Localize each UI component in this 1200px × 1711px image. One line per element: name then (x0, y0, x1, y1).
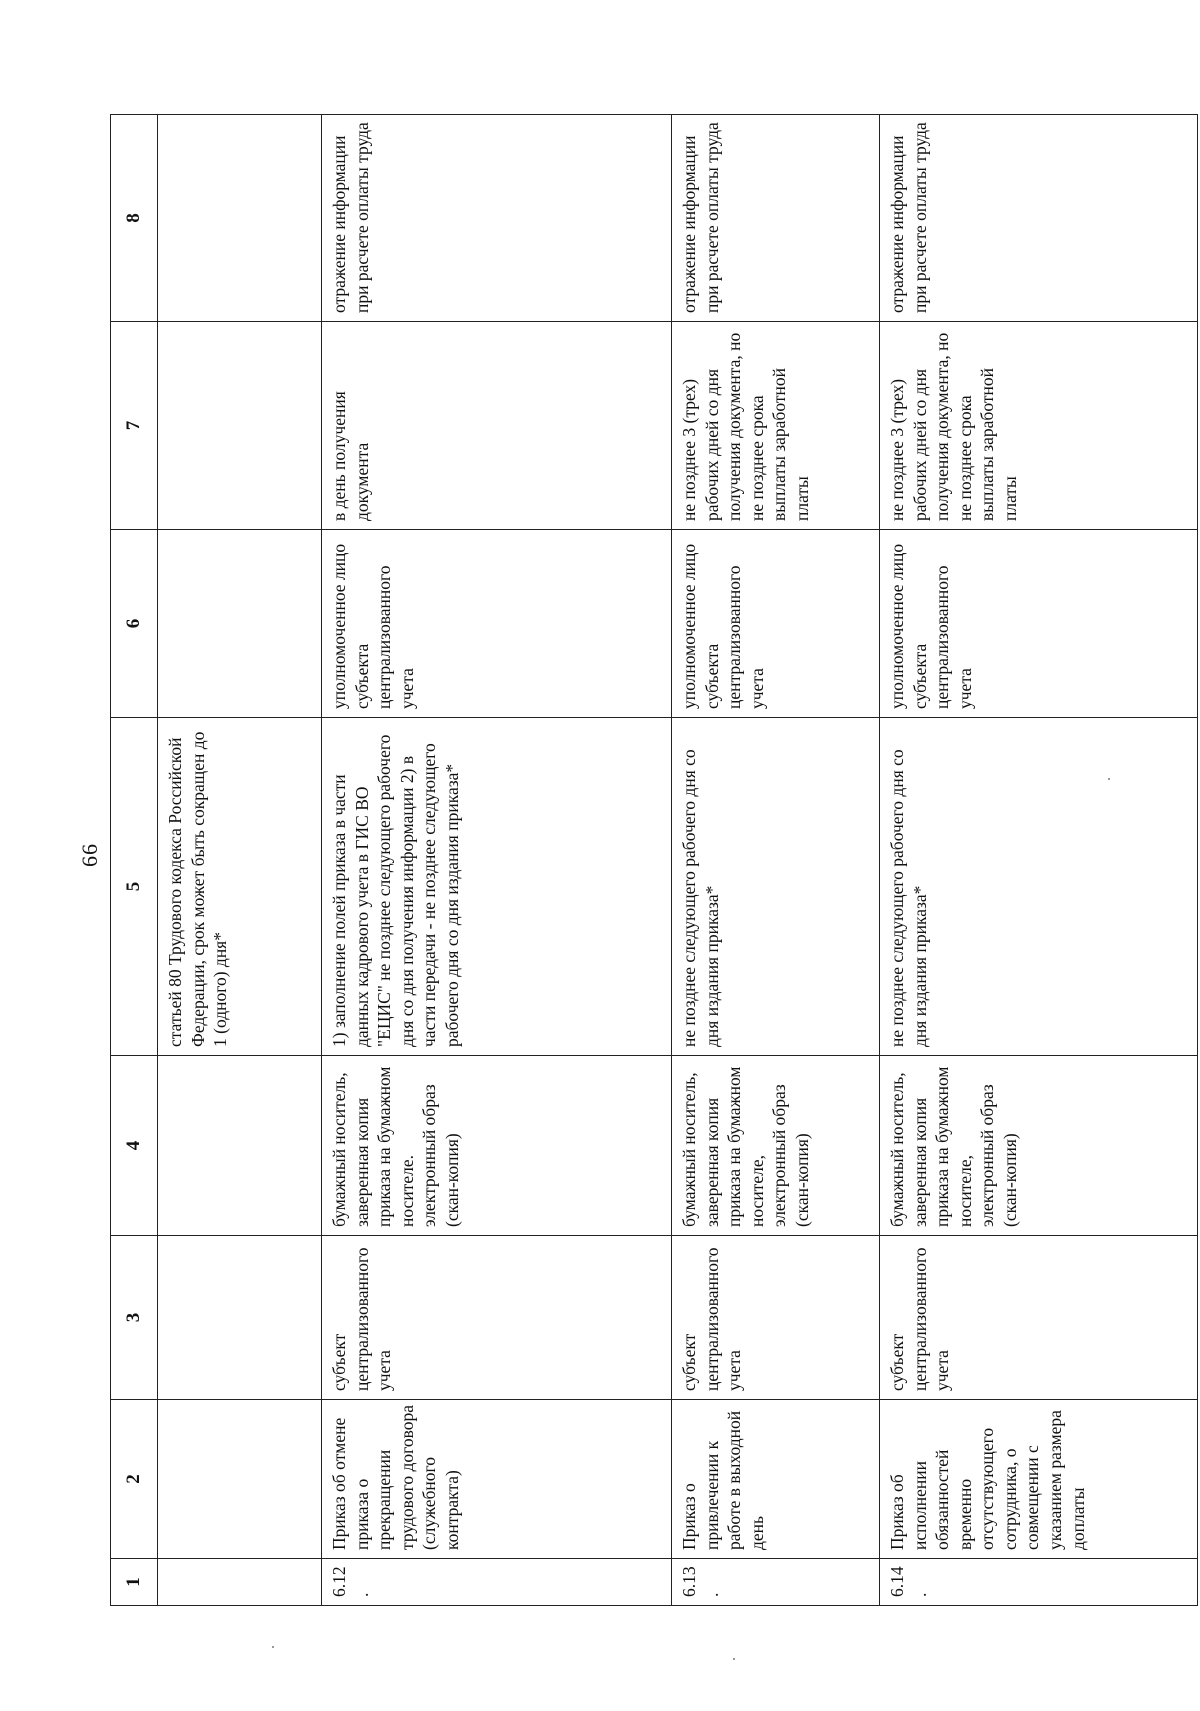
processing-deadline: не позднее 3 (трех) рабочих дней со дня получения документа, но не позднее срока выплаты заработной платы (880, 322, 1198, 530)
cont-cell-2 (158, 1400, 322, 1559)
header-col-1: 1 (111, 1559, 158, 1606)
processing-deadline: в день получения документа (322, 322, 672, 530)
submission-deadline: 1) заполнение полей приказа в части данных кадрового учета в ГИС ВО "ЕЦИС" не позднее следующего рабочего дня со дня получения информации 2) в части передачи - не позднее следующего рабочего дня со дня издания приказа* (322, 718, 672, 1056)
document-table (110, 114, 1198, 1606)
document-name: Приказ о привлечении к работе в выходной день (672, 1400, 880, 1559)
row-number: 6.13. (672, 1559, 880, 1606)
header-col-3: 3 (111, 1236, 158, 1400)
row-number: 6.14. (880, 1559, 1198, 1606)
document-name: Приказ об отмене приказа о прекращении трудового договора (служебного контракта) (322, 1400, 672, 1559)
header-col-5: 5 (111, 718, 158, 1056)
table-row (880, 115, 1198, 1606)
continuation-row (158, 115, 322, 1606)
document-creator: субъект централизованного учета (880, 1236, 1198, 1400)
responsible-person: уполномоченное лицо субъекта централизованного учета (880, 530, 1198, 718)
scan-speck (1108, 778, 1110, 780)
submission-deadline: не позднее следующего рабочего дня со дня издания приказа* (880, 718, 1198, 1056)
responsible-person: уполномоченное лицо субъекта централизованного учета (672, 530, 880, 718)
cont-cell-5: статьей 80 Трудового кодекса Российской Федерации, срок может быть сокращен до 1 (одного) дня* (158, 718, 322, 1056)
table-row (322, 115, 672, 1606)
page-number: 66 (77, 843, 102, 867)
document-name: Приказ об исполнении обязанностей временно отсутствующего сотрудника, о совмещении с указанием размера доплаты (880, 1400, 1198, 1559)
header-row (111, 115, 158, 1606)
scan-speck (272, 1646, 274, 1648)
cont-cell-4 (158, 1056, 322, 1236)
document-form: бумажный носитель, заверенная копия приказа на бумажном носителе, электронный образ (скан-копия) (880, 1056, 1198, 1236)
document-purpose: отражение информации при расчете оплаты труда (880, 115, 1198, 322)
row-number: 6.12. (322, 1559, 672, 1606)
header-col-8: 8 (111, 115, 158, 322)
header-col-6: 6 (111, 530, 158, 718)
header-col-4: 4 (111, 1056, 158, 1236)
cont-cell-7 (158, 322, 322, 530)
document-creator: субъект централизованного учета (322, 1236, 672, 1400)
header-col-2: 2 (111, 1400, 158, 1559)
processing-deadline: не позднее 3 (трех) рабочих дней со дня получения документа, но не позднее срока выплаты заработной платы (672, 322, 880, 530)
document-form: бумажный носитель, заверенная копия приказа на бумажном носителе, электронный образ (скан-копия) (672, 1056, 880, 1236)
responsible-person: уполномоченное лицо субъекта централизованного учета (322, 530, 672, 718)
cont-cell-8 (158, 115, 322, 322)
cont-cell-6 (158, 530, 322, 718)
document-purpose: отражение информации при расчете оплаты труда (672, 115, 880, 322)
document-creator: субъект централизованного учета (672, 1236, 880, 1400)
submission-deadline: не позднее следующего рабочего дня со дня издания приказа* (672, 718, 880, 1056)
document-form: бумажный носитель, заверенная копия приказа на бумажном носителе. электронный образ (скан-копия) (322, 1056, 672, 1236)
cont-cell-3 (158, 1236, 322, 1400)
table-row (672, 115, 880, 1606)
rotated-table-frame (110, 115, 1197, 1606)
header-col-7: 7 (111, 322, 158, 530)
document-purpose: отражение информации при расчете оплаты труда (322, 115, 672, 322)
scan-speck (733, 1658, 735, 1660)
cont-cell-1 (158, 1559, 322, 1606)
